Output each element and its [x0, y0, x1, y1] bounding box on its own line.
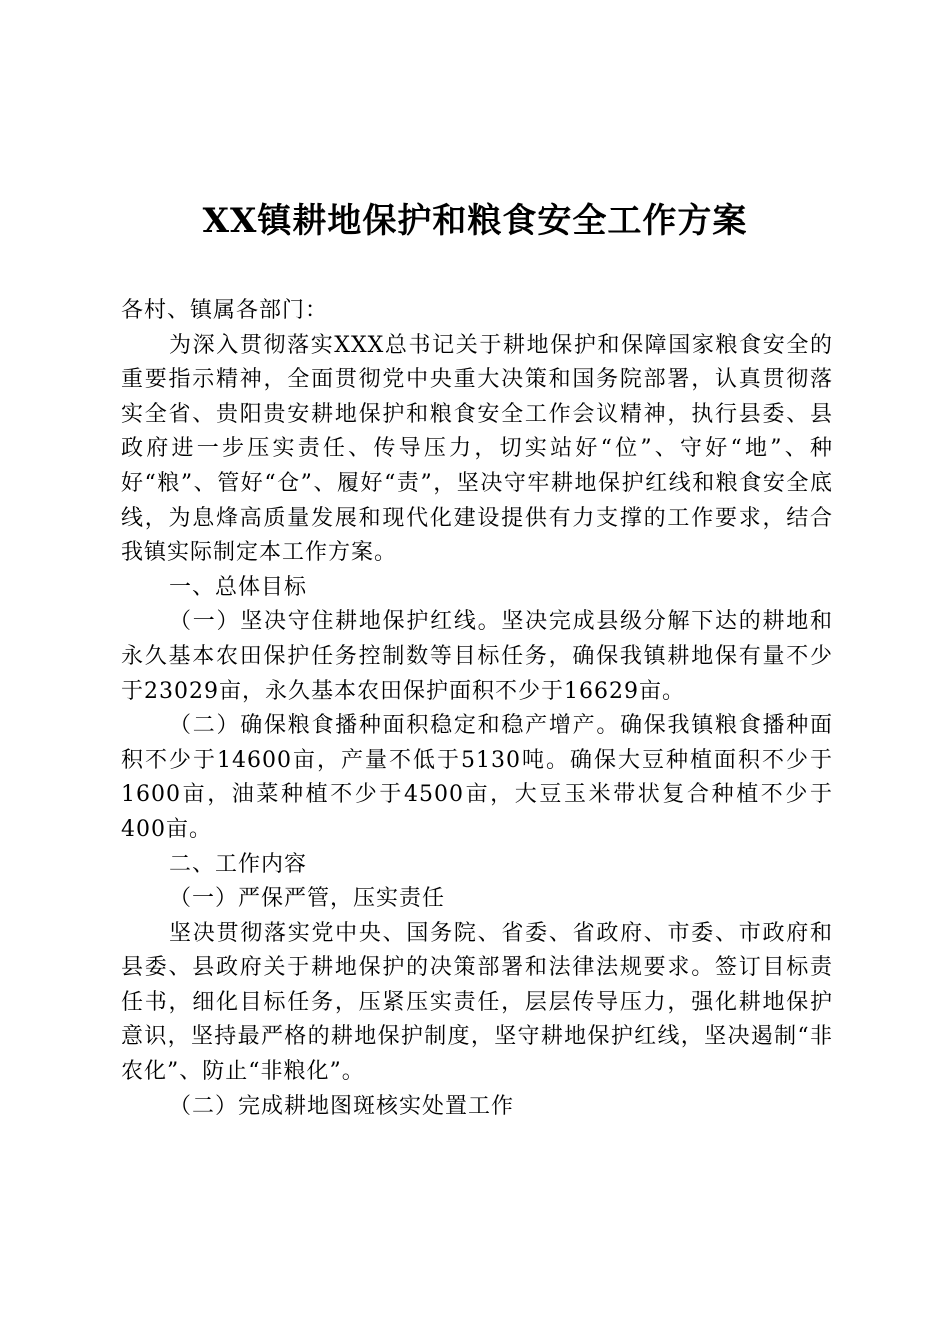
document-title: XX镇耕地保护和粮食安全工作方案: [202, 201, 748, 241]
intro-paragraph: 为深入贯彻落实XXX总书记关于耕地保护和保障国家粮食安全的重要指示精神，全面贯彻党中央重大决策和国务院部署，认真贯彻落实全省、贵阳贵安耕地保护和粮食安全工作会议精神，执行县委、县政府进一步压实责任、传导压力，切实站好“位”、守好“地”、种好“粮”、管好“仓”、履好“责”，坚决守牢耕地保护红线和粮食安全底线，为息烽高质量发展和现代化建设提供有力支撑的工作要求，结合我镇实际制定本工作方案。: [121, 332, 833, 566]
goal-item-1-text: 坚决完成县级分解下达的耕地和永久基本农田保护任务控制数等目标任务，确保我镇耕地保有量不少于23029亩，永久基本农田保护面积不少于16629亩。: [121, 609, 833, 704]
content-subheading-2: （二）完成耕地图斑核实处置工作: [169, 1093, 515, 1119]
goal-item-2-text: 确保我镇粮食播种面积不少于14600亩，产量不低于5130吨。确保大豆种植面积不少于1600亩，油菜种植不少于4500亩，大豆玉米带状复合种植不少于400亩。: [121, 713, 833, 842]
salutation: 各村、镇属各部门：: [121, 298, 329, 323]
document-body: [121, 294, 833, 1124]
goal-item-1-lead: （一）坚决守住耕地保护红线。: [169, 609, 502, 635]
section-heading-goals: 一、总体目标: [169, 574, 308, 600]
goal-item-1: [121, 605, 833, 709]
goal-item-2-lead: （二）确保粮食播种面积稳定和稳产增产。: [169, 713, 621, 739]
goal-item-2: [121, 709, 833, 847]
content-paragraph-1: 坚决贯彻落实党中央、国务院、省委、省政府、市委、市政府和县委、县政府关于耕地保护的决策部署和法律法规要求。签订目标责任书，细化目标任务，压紧压实责任，层层传导压力，强化耕地保护意识，坚持最严格的耕地保护制度，坚守耕地保护红线，坚决遏制“非农化”、防止“非粮化”。: [121, 920, 833, 1085]
section-heading-content: 二、工作内容: [169, 851, 308, 877]
content-subheading-1: （一）严保严管，压实责任: [169, 886, 446, 912]
